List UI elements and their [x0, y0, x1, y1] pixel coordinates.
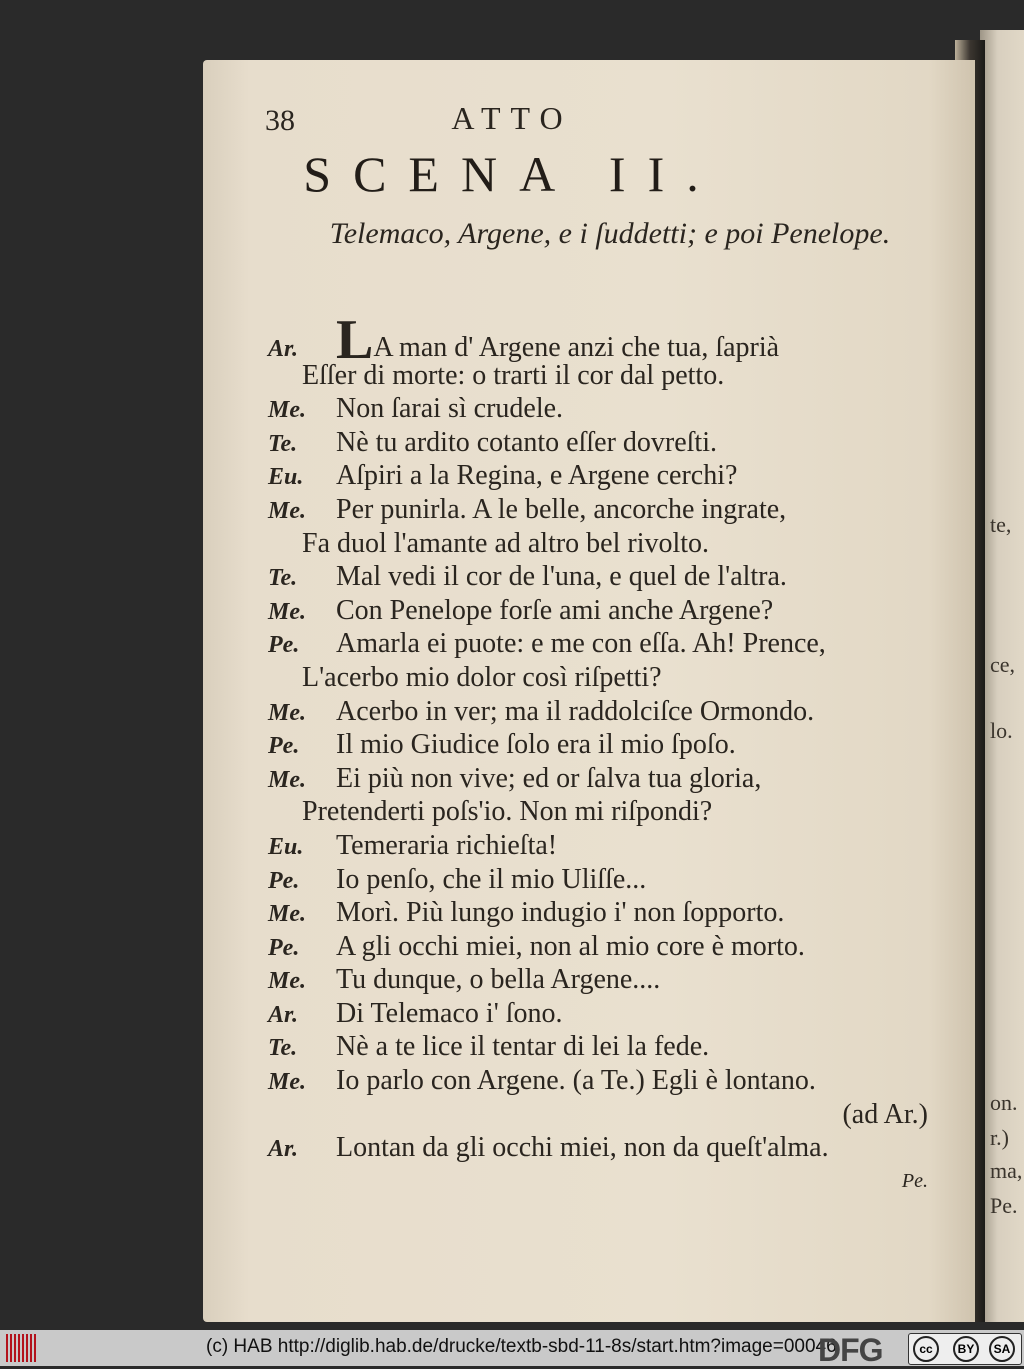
speaker-label: Te. [268, 430, 298, 457]
credit-link[interactable]: (c) HAB http://diglib.hab.de/drucke/textb-sbd-11-8s/start.htm?image=00046 [206, 1336, 837, 1357]
dialogue-line [268, 1030, 968, 1064]
drop-cap: L [336, 309, 374, 371]
dialogue-line [268, 762, 968, 796]
cc-license-badge[interactable] [908, 1333, 1022, 1365]
dialogue-line [268, 1131, 968, 1165]
line-text: Non ſarai sì crudele. [336, 393, 564, 425]
line-text: Morì. Più lungo indugio i' non ſopporto. [336, 897, 785, 929]
speaker-label: Me. [268, 901, 306, 928]
catchword: Pe. [901, 1169, 928, 1192]
dialogue-line [268, 728, 968, 762]
speaker-label: Pe. [268, 632, 300, 659]
speaker-label: Eu. [268, 833, 304, 860]
sa-icon: SA [989, 1336, 1015, 1362]
dialogue-line [268, 963, 968, 997]
line-text: Per punirla. A le belle, ancorche ingrate, [336, 493, 787, 525]
dfg-logo: DFG [818, 1332, 883, 1368]
line-text: Tu dunque, o bella Argene.... [336, 964, 661, 996]
line-text: A man d' Argene anzi che tua, ſaprià [373, 332, 780, 363]
speaker-label: Me. [268, 1069, 306, 1096]
dialogue-line [268, 795, 968, 829]
page-number: 38 [265, 104, 295, 137]
dialogue-line [268, 594, 968, 628]
speaker-label: Ar. [268, 336, 299, 362]
dialogue-line [268, 426, 968, 460]
speaker-label: Pe. [268, 733, 300, 760]
margin-fragment: lo. [990, 718, 1013, 743]
line-text: A gli occhi miei, non al mio core è morto. [336, 930, 805, 962]
speaker-label: Te. [268, 565, 298, 592]
dialogue-line [268, 829, 968, 863]
dialogue-line [268, 661, 968, 695]
dialogue-line [268, 863, 968, 897]
dialogue-line [268, 459, 968, 493]
hab-logo [6, 1334, 36, 1362]
dialogue-line [268, 359, 968, 393]
line-text: Amarla ei puote: e me con eſſa. Ah! Prence, [336, 628, 826, 660]
scene-title: SCENA II. [303, 146, 721, 202]
line-text: Mal vedi il cor de l'una, e quel de l'altra. [336, 561, 787, 593]
dialogue-line [268, 493, 968, 527]
by-icon: BY [953, 1336, 979, 1362]
margin-fragment: r.) [990, 1125, 1009, 1150]
margin-fragment: Pe. [990, 1193, 1018, 1218]
line-text: Acerbo in ver; ma il raddolciſce Ormondo. [336, 695, 815, 727]
dialogue-line [268, 695, 968, 729]
running-head: ATTO [451, 100, 573, 136]
line-text: (ad Ar.) [842, 1098, 928, 1130]
line-text: Di Telemaco i' ſono. [336, 997, 563, 1029]
dialogue-line [268, 627, 968, 661]
speaker-label: Me. [268, 766, 306, 793]
dialogue-line [268, 1064, 968, 1098]
speaker-label: Pe. [268, 934, 300, 961]
dialogue-line [268, 392, 968, 426]
line-text: Io parlo con Argene. (a Te.) Egli è lontano. [336, 1065, 816, 1097]
dialogue-line [268, 527, 968, 561]
speaker-label: Ar. [268, 1001, 299, 1028]
speaker-label: Eu. [268, 464, 304, 491]
speaker-label: Me. [268, 699, 306, 726]
dialogue-line [268, 896, 968, 930]
dialogue-line [268, 309, 968, 371]
dialogue [268, 309, 968, 1198]
line-text: L'acerbo mio dolor così riſpetti? [302, 661, 662, 693]
speaker-label: Te. [268, 1035, 298, 1062]
speaker-label: Me. [268, 397, 306, 424]
dialogue-line [268, 560, 968, 594]
line-text: Pretenderti poſs'io. Non mi riſpondi? [302, 796, 713, 828]
speaker-label: Ar. [268, 1136, 299, 1163]
dialogue-line [268, 997, 968, 1031]
line-text: Ei più non vive; ed or ſalva tua gloria, [336, 762, 762, 794]
speaker-label: Pe. [268, 867, 300, 894]
speaker-label: Me. [268, 968, 306, 995]
line-text: Io penſo, che il mio Uliſſe... [336, 863, 647, 895]
line-text: Con Penelope forſe ami anche Argene? [336, 594, 774, 626]
footer-bar [0, 1330, 1024, 1366]
speaker-label: Me. [268, 497, 306, 524]
cc-icon: cc [913, 1336, 939, 1362]
line-text: Lontan da gli occhi miei, non da queſt'alma. [336, 1132, 829, 1164]
dialogue-line [268, 930, 968, 964]
line-text: Fa duol l'amante ad altro bel rivolto. [302, 527, 710, 559]
line-text: Aſpiri a la Regina, e Argene cerchi? [336, 460, 738, 492]
line-text: Temeraria richieſta! [336, 829, 558, 861]
speaker-label: Me. [268, 598, 306, 625]
margin-fragment: ce, [990, 652, 1016, 677]
margin-fragment: te, [990, 512, 1012, 537]
line-text: Nè tu ardito cotanto eſſer dovreſti. [336, 426, 717, 458]
line-text: Nè a te lice il tentar di lei la fede. [336, 1031, 710, 1063]
line-text: Eſſer di morte: o trarti il cor dal petto. [302, 359, 725, 391]
margin-fragment: ma, [990, 1158, 1023, 1183]
dialogue-line [268, 1098, 968, 1132]
character-list: Telemaco, Argene, e i ſuddetti; e poi Penelope. [329, 217, 891, 250]
margin-fragment: on. [990, 1090, 1018, 1115]
line-text: Il mio Giudice ſolo era il mio ſpoſo. [336, 729, 736, 761]
